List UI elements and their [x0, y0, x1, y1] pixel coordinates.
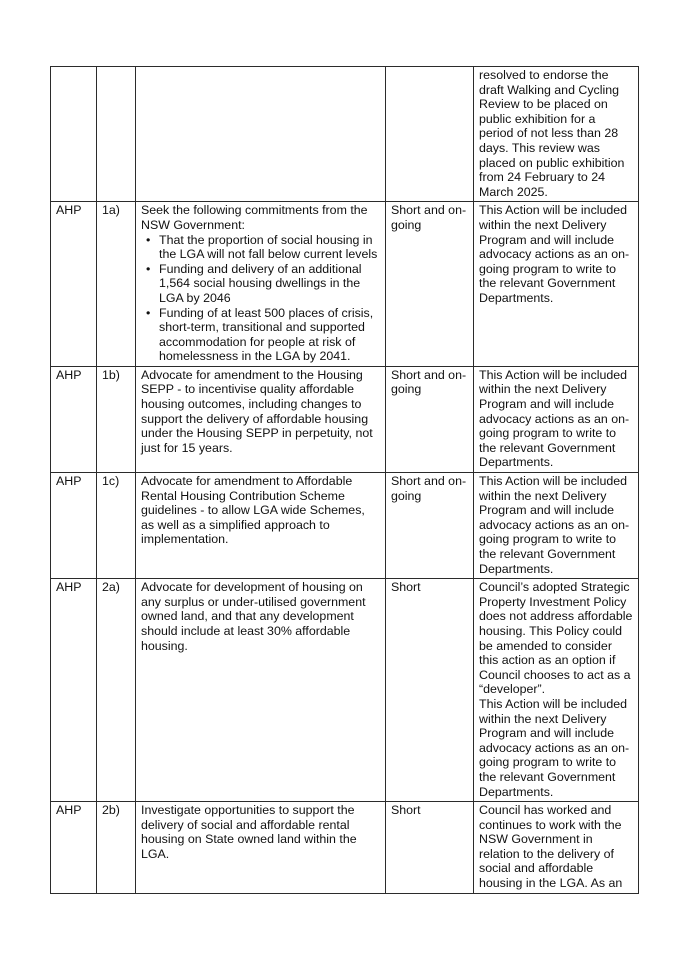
plan-code: AHP — [51, 202, 97, 367]
action-ref: 1a) — [97, 202, 136, 367]
comment-paragraph: This Action will be included within the next Delivery Program and will include advocacy actions as an on-going program to write to the relevant Government Departments. — [479, 203, 630, 305]
status-comment — [474, 579, 639, 802]
comment-paragraph: resolved to endorse the draft Walking and Cycling Review to be placed on public exhibition for a period of not less than 28 days. This review was placed on public exhibition from 24 February to 24 March 2025. — [479, 68, 625, 199]
action-text: Advocate for amendment to the Housing SEPP - to incentivise quality affordable housing outcomes, including changes to support the delivery of affordable housing under the Housing SEPP in perpetuity, not just for 15 years. — [141, 367, 373, 455]
timeframe: Short and on-going — [386, 473, 474, 579]
comment-paragraph: This Action will be included within the next Delivery Program and will include advocacy actions as an on-going program to write to the relevant Government Departments. — [479, 367, 630, 470]
plan-code — [51, 67, 97, 202]
action-ref — [97, 67, 136, 202]
status-comment — [474, 202, 639, 367]
plan-code: AHP — [51, 802, 97, 894]
actions-table — [50, 66, 639, 894]
list-item: • Funding and delivery of an additional 1,564 social housing dwellings in the LGA by 2046 — [159, 262, 380, 306]
actions-table-body — [51, 67, 639, 894]
action-description — [136, 202, 386, 367]
timeframe: Short and on-going — [386, 202, 474, 367]
action-description — [136, 473, 386, 579]
timeframe: Short — [386, 579, 474, 802]
table-row — [51, 579, 639, 802]
table-row — [51, 67, 639, 202]
table-row — [51, 473, 639, 579]
timeframe: Short and on-going — [386, 366, 474, 472]
action-ref: 2a) — [97, 579, 136, 802]
action-description — [136, 579, 386, 802]
plan-code: AHP — [51, 366, 97, 472]
action-ref: 1c) — [97, 473, 136, 579]
comment-paragraph: Council has worked and continues to work with the NSW Government in relation to the delivery of social and affordable housing in the LGA. As an — [479, 803, 623, 891]
status-comment — [474, 473, 639, 579]
action-text: Seek the following commitments from the NSW Government: — [141, 203, 368, 232]
status-comment — [474, 366, 639, 472]
action-ref: 2b) — [97, 802, 136, 894]
table-row — [51, 366, 639, 472]
comment-paragraph: Council’s adopted Strategic Property Investment Policy does not address affordable housing. This Policy could be amended to consider this action as an option if Council chooses to act as a “developer”. — [479, 580, 633, 697]
table-row — [51, 202, 639, 367]
action-text: Advocate for development of housing on any surplus or under-utilised government owned land, and that any development should include at least 30% affordable housing. — [141, 580, 366, 653]
list-item: • Funding of at least 500 places of crisis, short-term, transitional and supported accommodation for people at risk of homelessness in the LGA by 2041. — [159, 306, 380, 364]
timeframe: Short — [386, 802, 474, 894]
action-text: Investigate opportunities to support the delivery of social and affordable rental housing on State owned land within the LGA. — [141, 803, 357, 861]
status-comment — [474, 67, 639, 202]
action-description — [136, 366, 386, 472]
commitments-list — [141, 233, 380, 364]
plan-code: AHP — [51, 473, 97, 579]
status-comment — [474, 802, 639, 894]
action-description — [136, 67, 386, 202]
list-item: • That the proportion of social housing in the LGA will not fall below current levels — [159, 233, 380, 262]
plan-code: AHP — [51, 579, 97, 802]
timeframe — [386, 67, 474, 202]
table-row — [51, 802, 639, 894]
comment-paragraph: This Action will be included within the next Delivery Program and will include advocacy actions as an on-going program to write to the relevant Government Departments. — [479, 474, 630, 576]
action-description — [136, 802, 386, 894]
comment-paragraph: This Action will be included within the next Delivery Program and will include advocacy actions as an on-going program to write to the relevant Government Departments. — [479, 696, 630, 799]
action-text: Advocate for amendment to Affordable Rental Housing Contribution Scheme guidelines - to allow LGA wide Schemes, as well as a simplified approach to implementation. — [141, 474, 365, 547]
action-ref: 1b) — [97, 366, 136, 472]
